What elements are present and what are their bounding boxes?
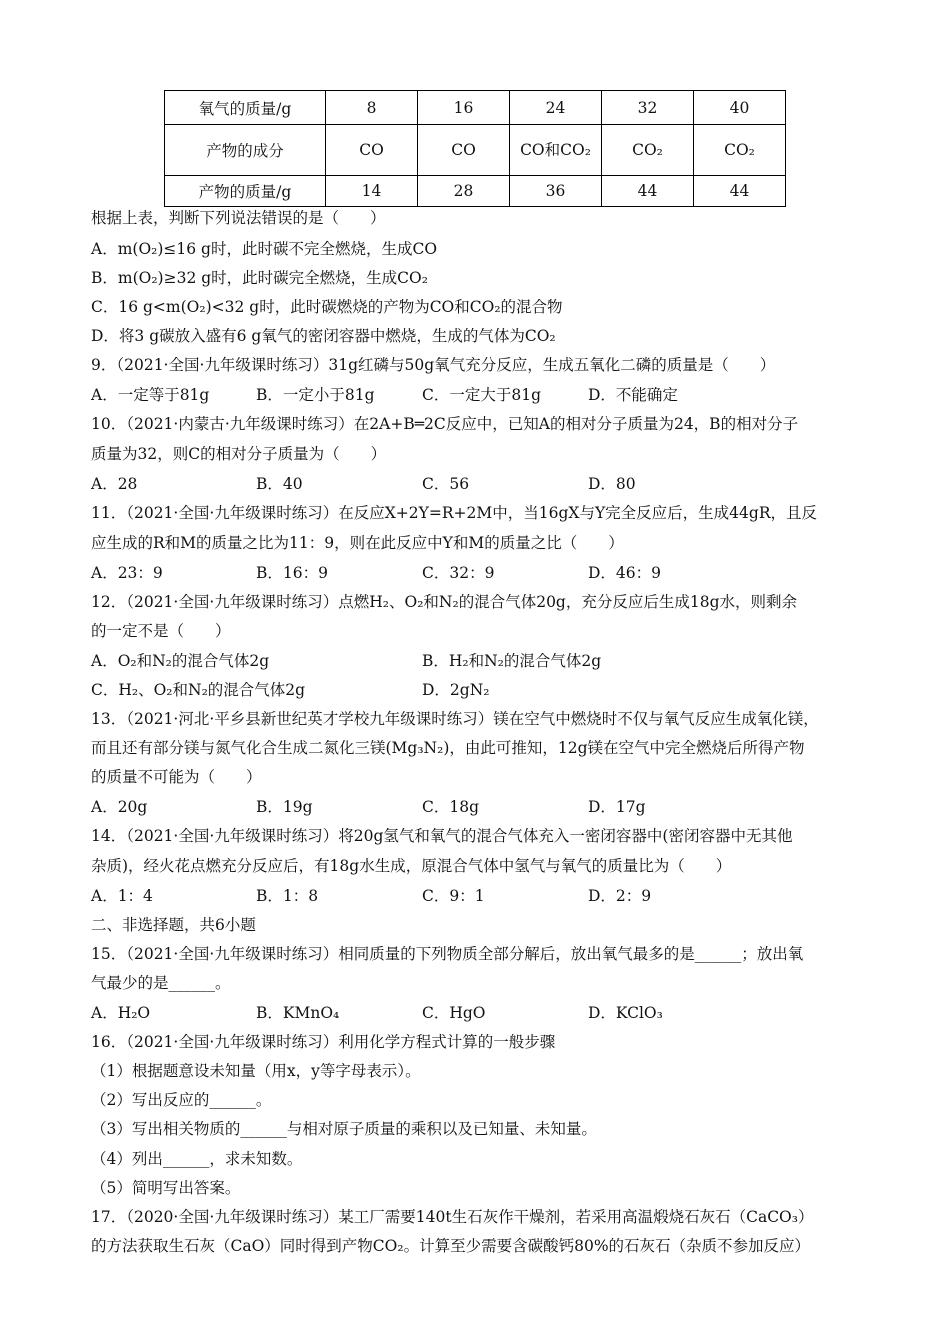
option-d: D．2gN₂	[422, 681, 490, 699]
table-cell: CO和CO₂	[510, 125, 602, 176]
table-cell: 8	[326, 91, 418, 125]
option-c: C．HgO	[422, 1004, 486, 1022]
option-a: A．H₂O	[91, 1004, 151, 1022]
question-stem: 的质量不可能为（ ）	[91, 768, 262, 786]
question-stem: 14．（2021·全国·九年级课时练习）将20g氢气和氧气的混合气体充入一密闭容器中(密闭容器中无其他	[91, 827, 793, 845]
option-d: D．KClO₃	[588, 1004, 663, 1022]
table-cell: 24	[510, 91, 602, 125]
option-c: C．H₂、O₂和N₂的混合气体2g	[91, 681, 306, 699]
option-c: C．32：9	[422, 564, 495, 582]
option-a: A．一定等于81g	[91, 386, 210, 404]
option-b: B．40	[256, 475, 303, 493]
section-heading: 二、非选择题，共6小题	[91, 916, 256, 934]
step-line: （2）写出反应的______。	[91, 1091, 272, 1109]
option-b: B．1：8	[256, 887, 319, 905]
table-cell: 40	[694, 91, 786, 125]
option-a: A．O₂和N₂的混合气体2g	[91, 652, 270, 670]
option-a: A．28	[91, 475, 138, 493]
question-stem: 质量为32，则C的相对分子质量为（ ）	[91, 445, 387, 463]
option-b: B．一定小于81g	[256, 386, 375, 404]
question-stem: 17．（2020·全国·九年级课时练习）某工厂需要140t生石灰作干燥剂，若采用高温煅烧石灰石（CaCO₃）	[91, 1208, 814, 1226]
row-header: 氧气的质量/g	[165, 91, 326, 125]
row-header: 产物的成分	[165, 125, 326, 176]
table-cell: 14	[326, 176, 418, 207]
option-a: A．23：9	[91, 564, 163, 582]
question-stem: 而且还有部分镁与氮气化合生成二氮化三镁(Mg₃N₂)，由此可推知，12g镁在空气中完全燃烧后所得产物	[91, 739, 805, 757]
option-a: A．m(O₂)≤16 g时，此时碳不完全燃烧，生成CO	[91, 240, 438, 258]
option-c: C．9：1	[422, 887, 485, 905]
question-stem: 10．（2021·内蒙古·九年级课时练习）在2A+B═2C反应中，已知A的相对分子质量为24，B的相对分子	[91, 415, 799, 433]
question-stem: 杂质)，经火花点燃充分反应后，有18g水生成，原混合气体中氢气与氧气的质量比为（ ）	[91, 857, 732, 875]
step-line: （1）根据题意设未知量（用x，y等字母表示）。	[91, 1062, 421, 1080]
step-line: （4）列出______，求未知数。	[91, 1150, 303, 1168]
option-b: B．19g	[256, 798, 313, 816]
step-line: （3）写出相关物质的______与相对原子质量的乘积以及已知量、未知量。	[91, 1120, 597, 1138]
option-d: D．46：9	[588, 564, 662, 582]
table-row	[165, 176, 786, 207]
option-d: D．将3 g碳放入盛有6 g氧气的密闭容器中燃烧，生成的气体为CO₂	[91, 327, 556, 345]
table-cell: CO	[418, 125, 510, 176]
question-stem: 9．（2021·全国·九年级课时练习）31g红磷与50g氧气充分反应，生成五氧化二磷的质量是（ ）	[91, 356, 776, 374]
table-cell: 28	[418, 176, 510, 207]
reaction-data-table	[164, 90, 786, 207]
table-cell: 16	[418, 91, 510, 125]
table-cell: 44	[694, 176, 786, 207]
option-d: D．2：9	[588, 887, 652, 905]
question-stem: 12．（2021·全国·九年级课时练习）点燃H₂、O₂和N₂的混合气体20g，充分反应后生成18g水，则剩余	[91, 593, 797, 611]
option-c: C．56	[422, 475, 470, 493]
question-stem: 11．（2021·全国·九年级课时练习）在反应X+2Y=R+2M中，当16gX与Y完全反应后，生成44gR，且反	[91, 504, 817, 522]
option-b: B．16：9	[256, 564, 328, 582]
table-row	[165, 91, 786, 125]
table-cell: 32	[602, 91, 694, 125]
table-cell: 36	[510, 176, 602, 207]
step-line: （5）简明写出答案。	[91, 1179, 241, 1197]
question-stem: 13．（2021·河北·平乡县新世纪英才学校九年级课时练习）镁在空气中燃烧时不仅与氧气反应生成氧化镁，	[91, 710, 819, 728]
table-row	[165, 125, 786, 176]
option-a: A．20g	[91, 798, 148, 816]
question-stem: 应生成的R和M的质量之比为11：9，则在此反应中Y和M的质量之比（ ）	[91, 534, 624, 552]
question-stem: 气最少的是______。	[91, 974, 231, 992]
question-stem: 根据上表，判断下列说法错误的是（ ）	[91, 209, 386, 227]
option-b: B．H₂和N₂的混合气体2g	[422, 652, 602, 670]
option-c: C．18g	[422, 798, 480, 816]
option-c: C．16 g<m(O₂)<32 g时，此时碳燃烧的产物为CO和CO₂的混合物	[91, 298, 563, 316]
option-d: D．80	[588, 475, 636, 493]
option-b: B．KMnO₄	[256, 1004, 340, 1022]
table-cell: 44	[602, 176, 694, 207]
option-d: D．17g	[588, 798, 646, 816]
option-b: B．m(O₂)≥32 g时，此时碳完全燃烧，生成CO₂	[91, 269, 428, 287]
question-stem: 16．（2021·全国·九年级课时练习）利用化学方程式计算的一般步骤	[91, 1033, 556, 1051]
question-stem: 15．（2021·全国·九年级课时练习）相同质量的下列物质全部分解后，放出氧气最多的是______；放出氧	[91, 945, 804, 963]
table-cell: CO	[326, 125, 418, 176]
question-stem: 的一定不是（ ）	[91, 622, 231, 640]
option-c: C．一定大于81g	[422, 386, 542, 404]
row-header: 产物的质量/g	[165, 176, 326, 207]
option-a: A．1：4	[91, 887, 153, 905]
option-d: D．不能确定	[588, 386, 678, 404]
table-cell: CO₂	[694, 125, 786, 176]
question-stem: 的方法获取生石灰（CaO）同时得到产物CO₂。计算至少需要含碳酸钙80%的石灰石（杂质不参加反应）	[91, 1237, 811, 1255]
table-cell: CO₂	[602, 125, 694, 176]
